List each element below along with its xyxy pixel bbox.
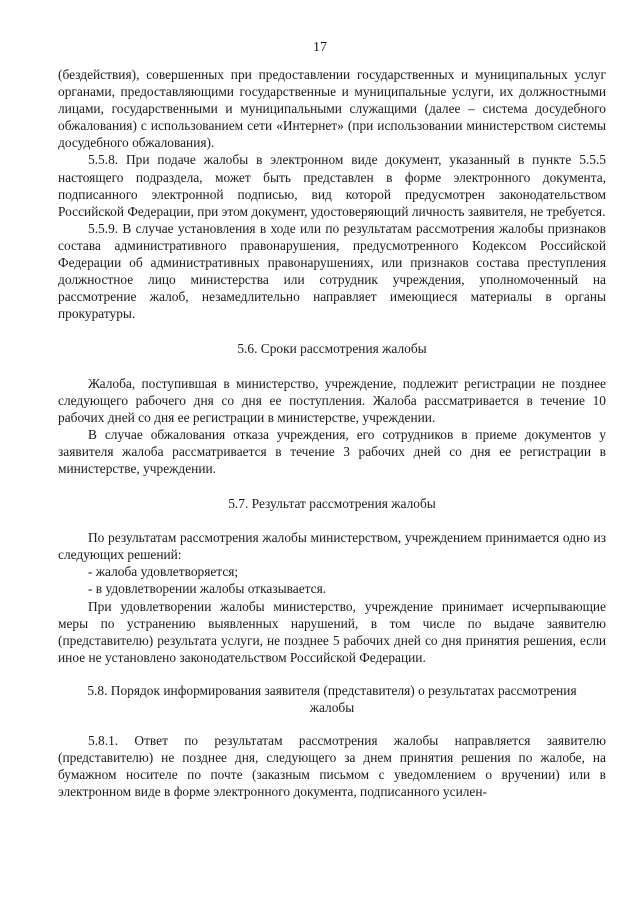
section-heading-5-6: 5.6. Сроки рассмотрения жалобы <box>237 341 427 357</box>
paragraph-5-8-1: 5.8.1. Ответ по результатам рассмотрения жалобы направляется заявителю (представителю) не позднее дня, следующего за днем принятия решения по жалобе, на бумажном носителе по почте (заказным письмом с уведомлением о вручении) или в электронном виде в форме электронного документа, подписанного усилен- <box>58 733 606 800</box>
paragraph: По результатам рассмотрения жалобы министерством, учреждением принимается одно из следующих решений: <box>58 530 606 563</box>
paragraph: (бездействия), совершенных при предоставлении государственных и муниципальных услуг органами, предоставляющими государственные и муниципальные услуги, их должностными лицами, государственными и муниципальными служащими (далее – система досудебного обжалования) с использованием сети «Интернет» (при использовании министерством системы досудебного обжалования). <box>58 67 606 151</box>
section-heading-5-8: 5.8. Порядок информирования заявителя (представителя) о результатах рассмотрения жалобы <box>87 682 577 715</box>
paragraph: При удовлетворении жалобы министерство, учреждение принимает исчерпывающие меры по устранению выявленных нарушений, в том числе по выдаче заявителю (представителю) результата услуги, не позднее 5 рабочих дней со дня принятия решения, если иное не установлено законодательством Российской Федерации. <box>58 598 606 665</box>
paragraph-5-5-8: 5.5.8. При подаче жалобы в электронном виде документ, указанный в пункте 5.5.5 настоящего подраздела, может быть представлен в форме электронного документа, подписанного электронной подписью, вид которой предусмотрен законодательством Российской Федерации, при этом документ, удостоверяющий личность заявителя, не требуется. <box>58 152 606 219</box>
document-body <box>58 66 606 800</box>
page-number: 17 <box>313 40 327 55</box>
paragraph-5-5-9: 5.5.9. В случае установления в ходе или по результатам рассмотрения жалобы признаков состава административного правонарушения, предусмотренного Кодексом Российской Федерации об административных правонарушениях, или признаков состава преступления должностное лицо министерства или сотрудник учреждения, уполномоченный на рассмотрение жалоб, незамедлительно направляет имеющиеся материалы в органы прокуратуры. <box>58 220 606 322</box>
paragraph: В случае обжалования отказа учреждения, его сотрудников в приеме документов у заявителя жалоба рассматривается в течение 3 рабочих дней со дня ее регистрации в министерстве, учреждении. <box>58 426 606 476</box>
list-item: - жалоба удовлетворяется; <box>88 564 239 580</box>
paragraph: Жалоба, поступившая в министерство, учреждение, подлежит регистрации не позднее следующего рабочего дня со дня ее поступления. Жалоба рассматривается в течение 10 рабочих дней со дня ее регистрации в министерстве, учреждении. <box>58 375 606 425</box>
section-heading-5-7: 5.7. Результат рассмотрения жалобы <box>228 496 436 512</box>
list-item: - в удовлетворении жалобы отказывается. <box>88 581 327 597</box>
